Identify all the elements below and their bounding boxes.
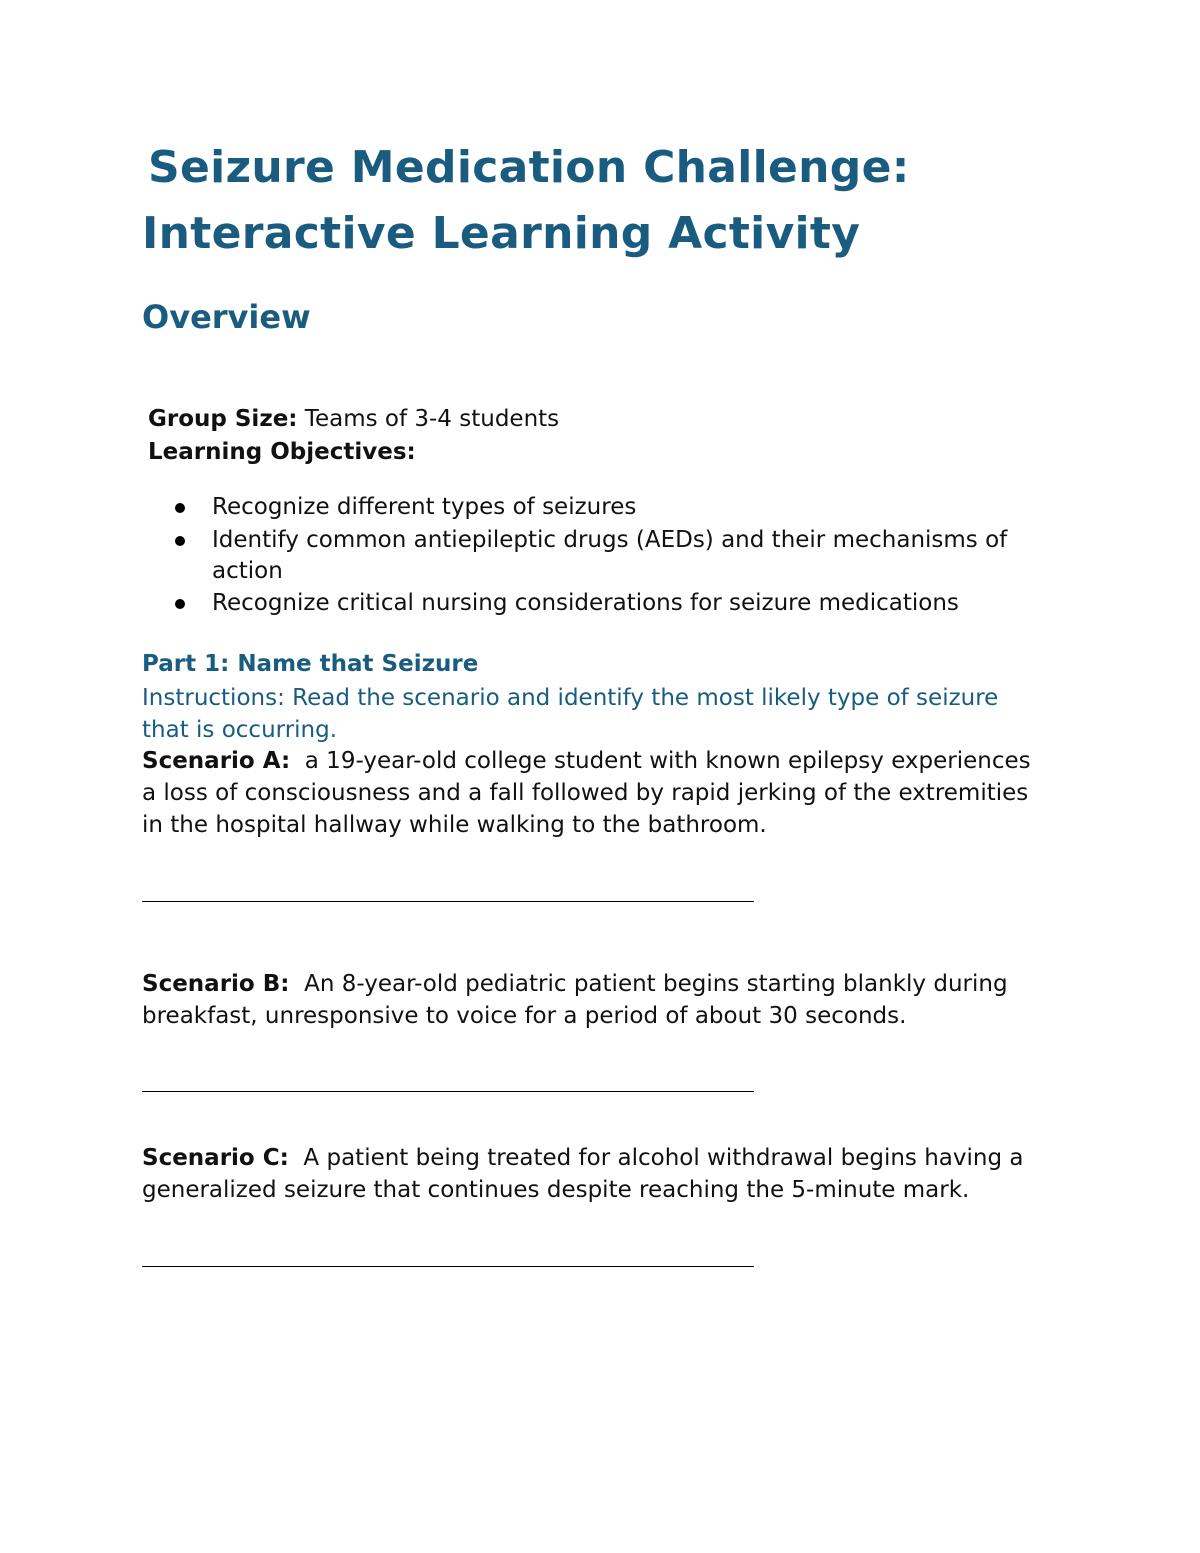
scenario-a-answer-line[interactable]: [142, 901, 754, 902]
scenario-a-line-2: a loss of consciousness and a fall followed by rapid jerking of the extremities: [142, 780, 1029, 806]
scenario-b-text: An 8-year-old pediatric patient begins starting blankly during: [289, 971, 1008, 997]
scenario-c-text: A patient being treated for alcohol withdrawal begins having a: [288, 1145, 1024, 1171]
scenario-b-answer-line[interactable]: [142, 1091, 754, 1092]
page-title-line-2: Interactive Learning Activity: [142, 208, 861, 259]
scenario-a-label: Scenario A:: [142, 748, 291, 774]
scenario-c-answer-line[interactable]: [142, 1266, 754, 1267]
bullet-icon: [175, 599, 185, 609]
scenario-a-text: a 19-year-old college student with known epilepsy experiences: [290, 748, 1031, 774]
scenario-b-line-2: breakfast, unresponsive to voice for a period of about 30 seconds.: [142, 1003, 907, 1029]
part-1-heading: Part 1: Name that Seizure: [142, 651, 479, 677]
overview-heading: Overview: [142, 298, 311, 336]
part-1-instructions-line-1: Instructions: Read the scenario and identify the most likely type of seizure: [142, 685, 999, 711]
scenario-c-label: Scenario C:: [142, 1145, 289, 1171]
scenario-b-label: Scenario B:: [142, 971, 290, 997]
objective-item-1: Recognize different types of seizures: [212, 494, 637, 520]
scenario-b-line-1: [142, 968, 1008, 1000]
group-size: [148, 403, 559, 435]
objective-item-3: Recognize critical nursing considerations for seizure medications: [212, 590, 959, 616]
objective-item-2-continued: action: [212, 558, 283, 584]
bullet-icon: [175, 503, 185, 513]
group-size-label: Group Size:: [148, 406, 298, 432]
objective-item-2: Identify common antiepileptic drugs (AEDs) and their mechanisms of: [212, 527, 1008, 553]
bullet-icon: [175, 536, 185, 546]
learning-objectives-label: Learning Objectives:: [148, 439, 416, 465]
scenario-a-line-1: [142, 745, 1031, 777]
part-1-instructions-line-2: that is occurring.: [142, 717, 338, 743]
page-title-line-1: Seizure Medication Challenge:: [148, 142, 910, 193]
scenario-c-line-1: [142, 1142, 1023, 1174]
group-size-value: Teams of 3-4 students: [297, 406, 560, 432]
scenario-c-line-2: generalized seizure that continues despite reaching the 5-minute mark.: [142, 1177, 970, 1203]
scenario-a-line-3: in the hospital hallway while walking to the bathroom.: [142, 812, 767, 838]
